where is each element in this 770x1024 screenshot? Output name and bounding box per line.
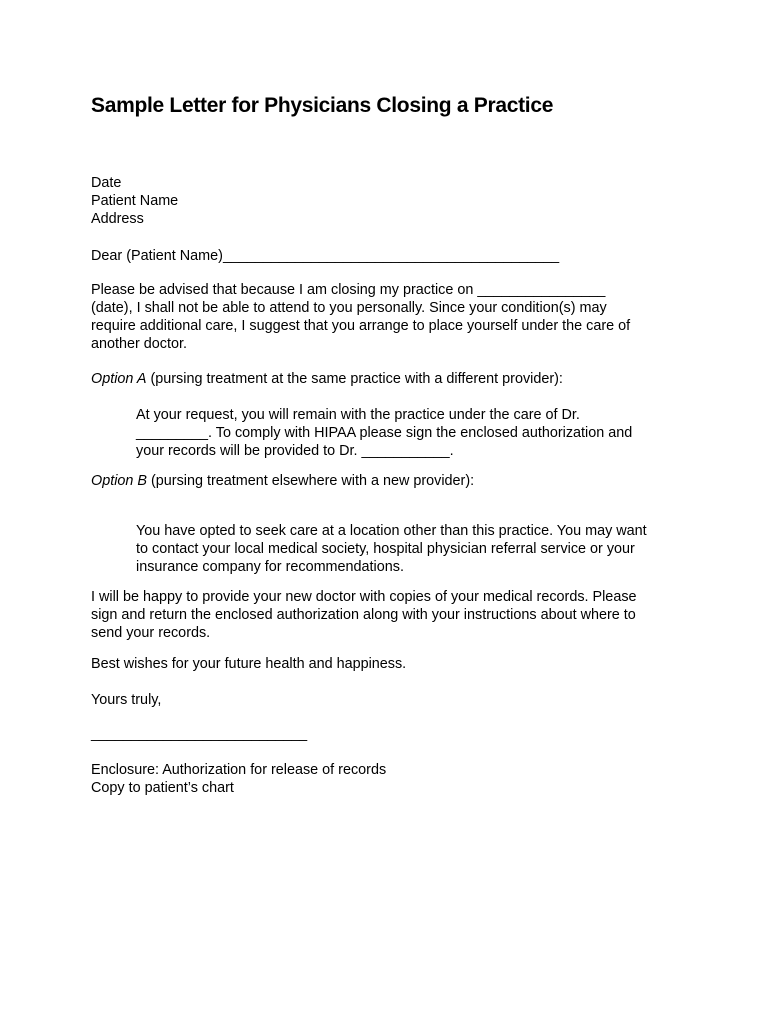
copy-to-text: Copy to patient’s chart	[91, 780, 234, 796]
option-a-description: (pursing treatment at the same practice with a different provider):	[146, 371, 563, 387]
intro-line: another doctor.	[91, 336, 188, 352]
option-a-line: At your request, you will remain with the practice under the care of Dr.	[136, 407, 580, 423]
intro-line: (date), I shall not be able to attend to you personally. Since your condition(s) may	[91, 300, 607, 316]
closing-text: Yours truly,	[91, 692, 162, 708]
enclosure-block	[91, 761, 691, 797]
option-a-heading	[91, 370, 691, 388]
option-b-heading	[91, 472, 691, 490]
closing	[91, 691, 691, 709]
date-field: Date	[91, 175, 122, 191]
address-field: Address	[91, 211, 144, 227]
records-paragraph	[91, 588, 691, 642]
intro-line: require additional care, I suggest that you arrange to place yourself under the care of	[91, 318, 631, 334]
header-fields	[91, 174, 691, 228]
intro-line: Please be advised that because I am closing my practice on ________________	[91, 282, 606, 298]
option-b-line: to contact your local medical society, hospital physician referral service or your	[136, 541, 635, 557]
wishes-paragraph	[91, 655, 691, 673]
option-b-description: (pursing treatment elsewhere with a new provider):	[147, 473, 475, 489]
records-line: send your records.	[91, 625, 211, 641]
signature-underline: ___________________________	[91, 726, 308, 742]
records-line: sign and return the enclosed authorization along with your instructions about where to	[91, 607, 636, 623]
option-a-line: _________. To comply with HIPAA please sign the enclosed authorization and	[136, 425, 633, 441]
wishes-text: Best wishes for your future health and happiness.	[91, 656, 407, 672]
option-b-line: insurance company for recommendations.	[136, 559, 404, 575]
patient-name-field: Patient Name	[91, 193, 179, 209]
page-title: Sample Letter for Physicians Closing a Practice	[91, 94, 554, 117]
records-line: I will be happy to provide your new doctor with copies of your medical records. Please	[91, 589, 637, 605]
option-b-line: You have opted to seek care at a location other than this practice. You may want	[136, 523, 647, 539]
salutation	[91, 247, 691, 265]
option-a-label: Option A	[91, 371, 147, 387]
signature-line	[91, 725, 691, 743]
intro-paragraph	[91, 281, 691, 353]
option-b-body	[136, 522, 696, 576]
option-b-label: Option B	[91, 473, 147, 489]
salutation-text: Dear (Patient Name)__________________________________________	[91, 248, 560, 264]
option-a-line: your records will be provided to Dr. ___________.	[136, 443, 454, 459]
enclosure-text: Enclosure: Authorization for release of records	[91, 762, 387, 778]
option-a-body	[136, 406, 696, 460]
